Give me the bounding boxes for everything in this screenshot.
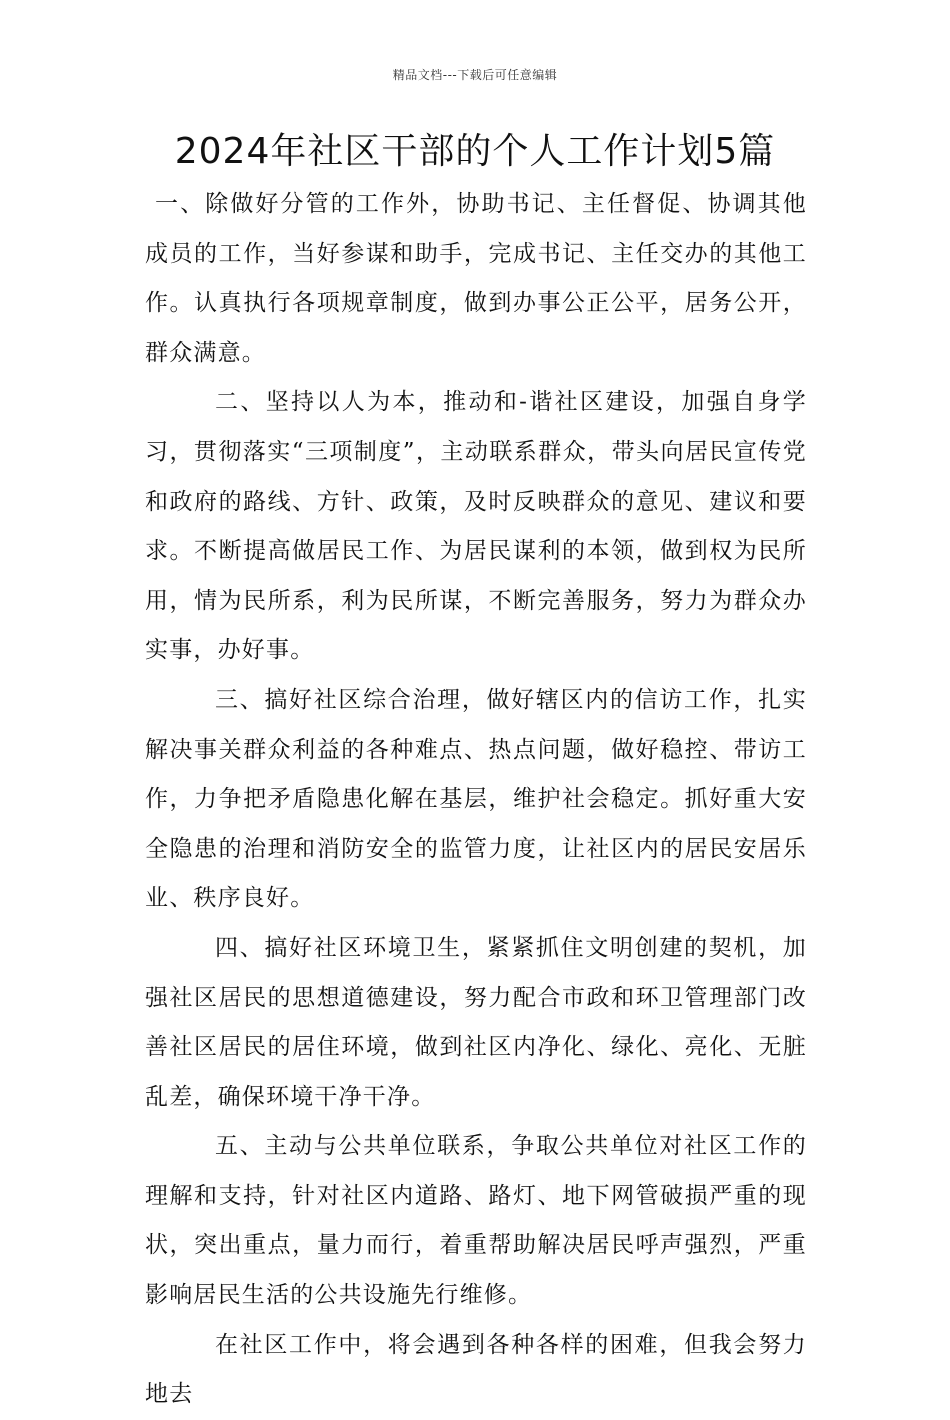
- paragraph-1: 一、除做好分管的工作外，协助书记、主任督促、协调其他成员的工作，当好参谋和助手，完成书记、主任交办的其他工作。认真执行各项规章制度，做到办事公正公平，居务公开，群众满意。: [145, 191, 807, 366]
- paragraph-5: 五、主动与公共单位联系，争取公共单位对社区工作的理解和支持，针对社区内道路、路灯、地下网管破损严重的现状，突出重点，量力而行，着重帮助解决居民呼声强烈，严重影响居民生活的公共设施先行维修。: [145, 1133, 807, 1309]
- document-title: 2024年社区干部的个人工作计划5篇: [174, 131, 776, 172]
- paragraph-6: 在社区工作中，将会遇到各种各样的困难，但我会努力地去: [145, 1331, 807, 1408]
- document-body: [145, 180, 807, 1420]
- paragraph-4: 四、搞好社区环境卫生，紧紧抓住文明创建的契机，加强社区居民的思想道德建设，努力配合市政和环卫管理部门改善社区居民的居住环境，做到社区内净化、绿化、亮化、无脏乱差，确保环境干净干净。: [145, 934, 807, 1110]
- paragraph-3: 三、搞好社区综合治理，做好辖区内的信访工作，扎实解决事关群众利益的各种难点、热点问题，做好稳控、带访工作，力争把矛盾隐患化解在基层，维护社会稳定。抓好重大安全隐患的治理和消防安全的监管力度，让社区内的居民安居乐业、秩序良好。: [145, 686, 807, 912]
- header-note: 精品文档---下载后可任意编辑: [392, 68, 558, 82]
- paragraph-2: 二、坚持以人为本，推动和-谐社区建设，加强自身学习，贯彻落实“三项制度”，主动联系群众，带头向居民宣传党和政府的路线、方针、政策，及时反映群众的意见、建议和要求。不断提高做居民工作、为居民谋利的本领，做到权为民所用，情为民所系，利为民所谋，不断完善服务，努力为群众办实事，办好事。: [145, 389, 807, 664]
